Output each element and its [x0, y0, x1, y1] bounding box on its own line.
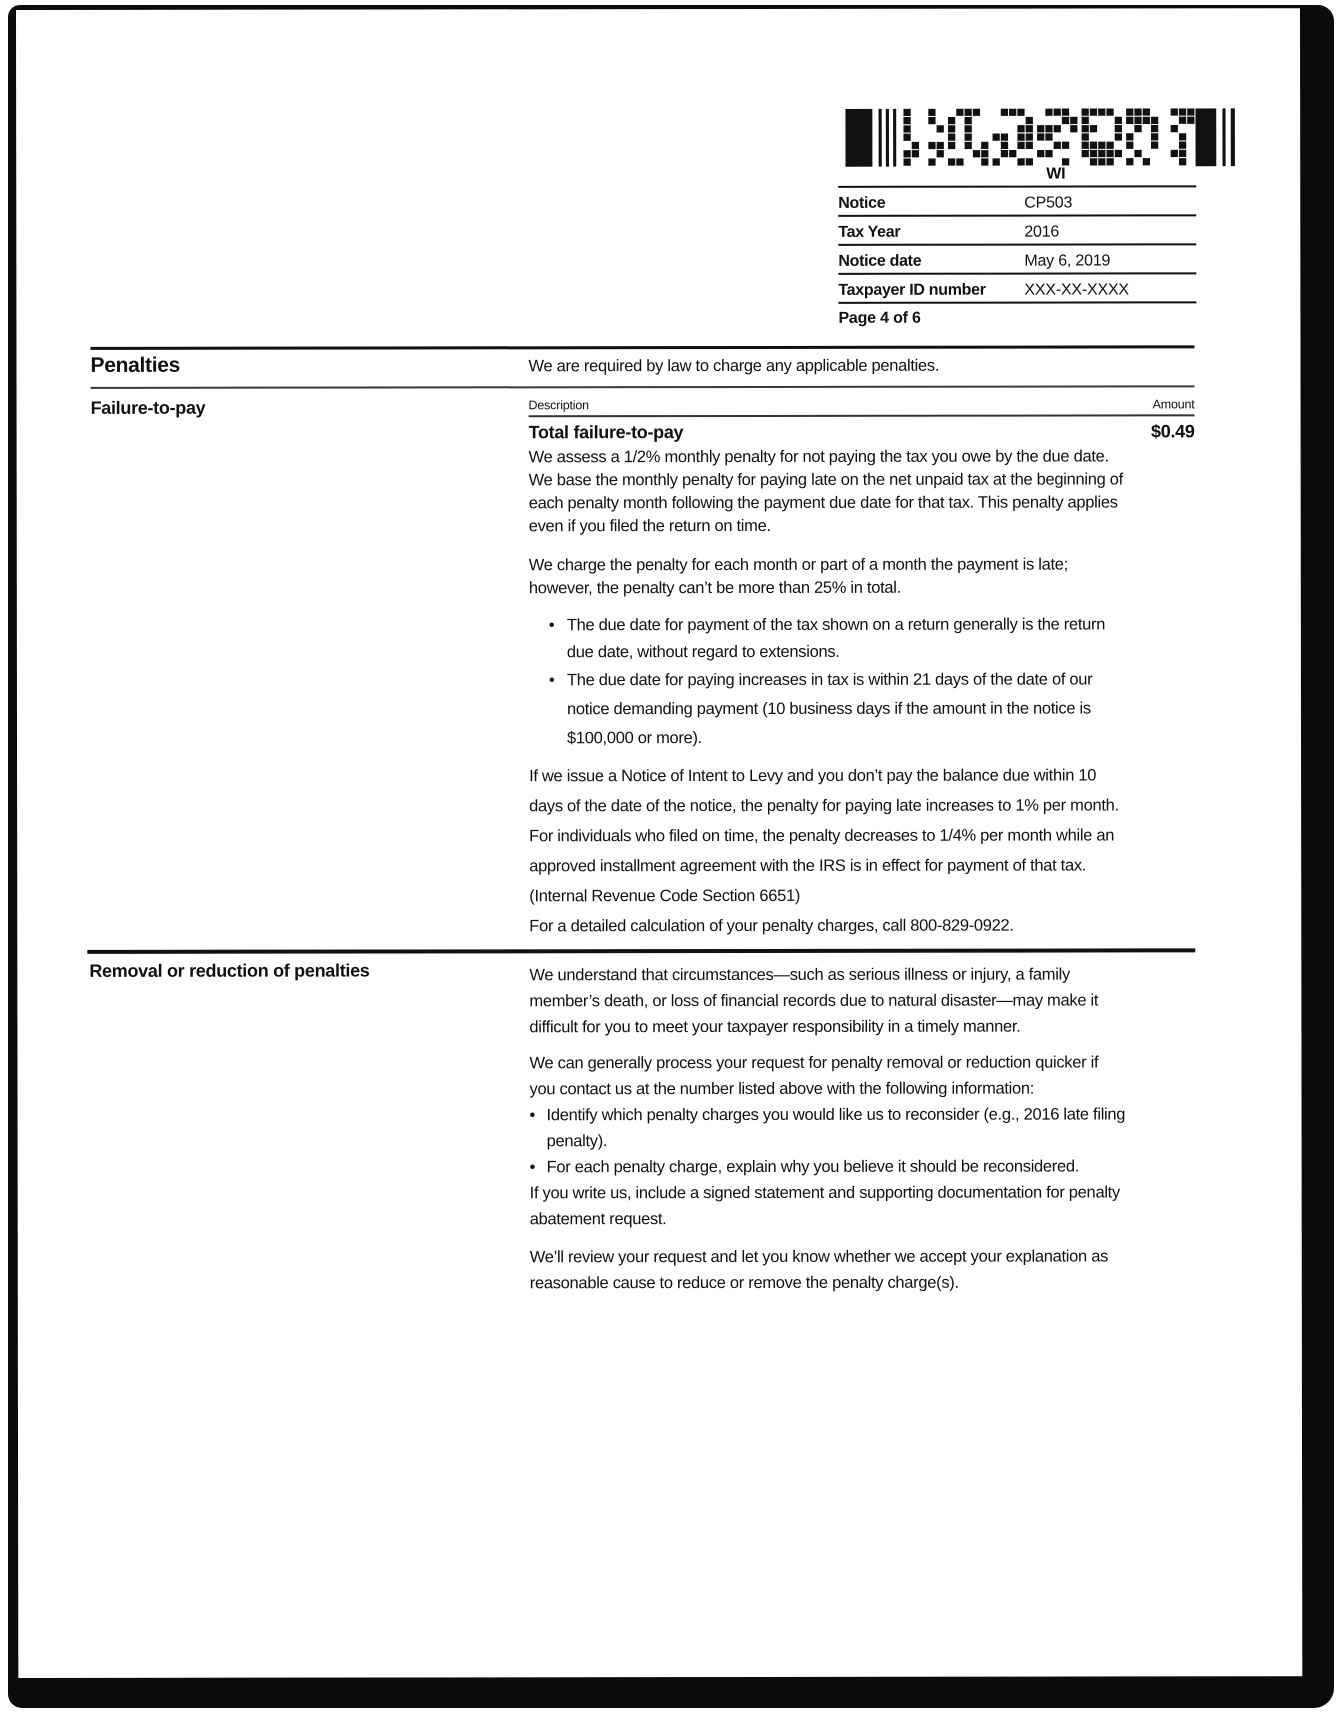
document-page	[16, 8, 1302, 1678]
notice-date-value: May 6, 2019	[1024, 252, 1111, 270]
paragraph: We can generally process your request for penalty removal or reduction quicker if you contact us at the number listed above with the following information:	[529, 1053, 1099, 1099]
notice-value: CP503	[1024, 194, 1073, 212]
list-item	[530, 1153, 1128, 1180]
notice-date-label: Notice date	[838, 252, 922, 270]
paragraph: We charge the penalty for each month or part of a month the payment is late; however, the penalty can’t be more than 25% in total.	[528, 555, 1068, 598]
list-item	[529, 665, 1127, 753]
paragraph: For individuals who filed on time, the penalty decreases to 1/4% per month while an approved installment agreement with the IRS is in effect for payment of that tax.	[529, 826, 1115, 876]
taxpayer-id-label: Taxpayer ID number	[838, 281, 986, 299]
removal-column	[529, 961, 1127, 1296]
penalties-intro: We are required by law to charge any applicable penalties.	[528, 356, 940, 376]
tax-year-value: 2016	[1024, 223, 1060, 241]
failure-to-pay-body	[529, 445, 1128, 941]
section-divider-removal	[87, 948, 1195, 954]
reconsider-bullet-list	[530, 1101, 1128, 1180]
taxpayer-id-value: XXX-XX-XXXX	[1024, 281, 1129, 299]
total-failure-to-pay-label: Total failure-to-pay	[528, 422, 684, 443]
paragraph: We’ll review your request and let you know whether we accept your explanation as reasonable cause to reduce or remove the penalty charge(s).	[529, 1247, 1109, 1293]
penalty-phone-line: For a detailed calculation of your penalty charges, call 800-829-0922.	[529, 916, 1014, 936]
paragraph: If you write us, include a signed statement and supporting documentation for penalty abatement request.	[529, 1183, 1120, 1229]
penalties-underline	[91, 385, 1195, 389]
list-item-text: The due date for payment of the tax shown on a return generally is the return due date, without regard to extensions.	[566, 615, 1106, 662]
paragraph: We understand that circumstances—such as serious illness or injury, a family member’s death, or loss of financial records due to natural disaster—may make it difficult for you to meet your taxpayer responsibility in a timely manner.	[529, 965, 1099, 1037]
list-item	[530, 1101, 1128, 1154]
list-item-text: For each penalty charge, explain why you believe it should be reconsidered.	[546, 1157, 1080, 1177]
bullet-icon: •	[548, 616, 555, 635]
failure-to-pay-column	[529, 397, 1196, 941]
section-divider-top	[90, 345, 1194, 350]
col-header-amount: Amount	[1152, 397, 1195, 412]
bullet-icon: •	[529, 1158, 536, 1177]
state-code: WI	[1046, 165, 1066, 183]
section-title-penalties: Penalties	[90, 353, 181, 377]
notice-info-table	[838, 158, 1196, 329]
total-failure-to-pay-amount: $0.49	[1151, 421, 1195, 442]
table-row-notice	[838, 187, 1196, 216]
table-row-tax-year	[838, 216, 1196, 245]
tax-year-label: Tax Year	[838, 223, 901, 241]
due-date-bullet-list	[529, 611, 1127, 753]
notice-label: Notice	[838, 194, 886, 212]
table-row-taxpayer-id	[838, 274, 1196, 303]
total-failure-to-pay-row	[529, 421, 1195, 443]
row-label-removal: Removal or reduction of penalties	[89, 960, 370, 981]
col-header-description: Description	[528, 398, 589, 413]
list-item	[529, 611, 1127, 666]
paragraph: If we issue a Notice of Intent to Levy and you don’t pay the balance due within 10 days of the date of the notice, the penalty for paying late increases to 1% per month.	[529, 766, 1119, 816]
table-row-notice-date	[838, 245, 1196, 274]
code-section-reference: (Internal Revenue Code Section 6651)	[529, 886, 801, 906]
page-number: Page 4 of 6	[838, 309, 921, 327]
table-row-state	[838, 158, 1196, 187]
list-item-text: The due date for paying increases in tax is within 21 days of the date of our notice demanding payment (10 business days if the amount in the notice is $100,000 or more).	[566, 670, 1093, 748]
levy-and-code-block	[529, 760, 1127, 941]
row-label-failure-to-pay: Failure-to-pay	[90, 397, 206, 418]
description-amount-header	[529, 397, 1195, 417]
bullet-icon: •	[529, 1106, 536, 1125]
paragraph: We assess a 1/2% monthly penalty for not paying the tax you owe by the due date. We base the monthly penalty for paying late on the net unpaid tax at the beginning of each penalty month following the payment due date for that tax. This penalty applies even if you filed the return on time.	[528, 447, 1123, 536]
list-item-text: Identify which penalty charges you would like us to reconsider (e.g., 2016 late filing penalty).	[546, 1105, 1126, 1151]
bullet-icon: •	[548, 671, 555, 690]
